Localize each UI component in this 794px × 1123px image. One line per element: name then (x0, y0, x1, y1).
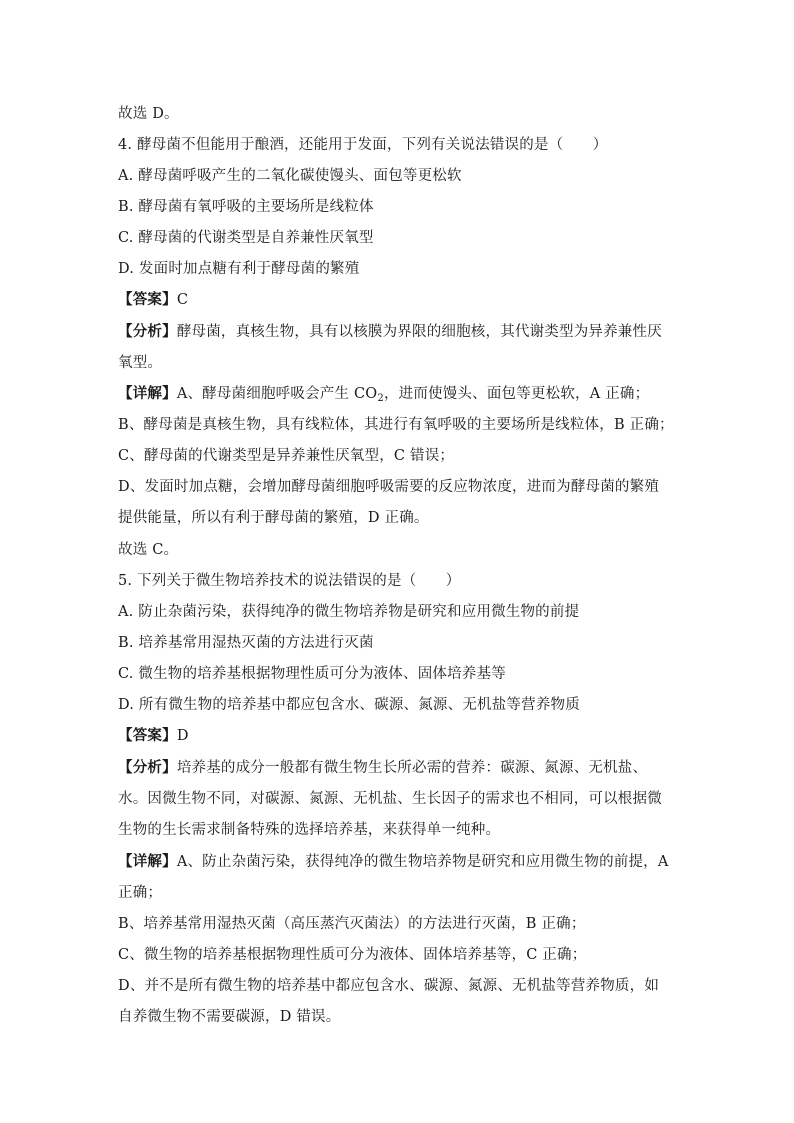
question-4-analysis (118, 316, 673, 379)
question-4-option-c: C. 酵母菌的代谢类型是自养兼性厌氧型 (118, 230, 374, 246)
analysis-text: 培养基的成分一般都有微生物生长所必需的营养：碳源、氮源、无机盐、水。因微生物不同，对碳源、氮源、无机盐、生长因子的需求也不相同，可以根据微生物的生长需求制备特殊的选择培养基，来获得单一纯种。 (118, 760, 662, 838)
detail-text-b: ，进而使馒头、面包等更松软，A 正确； (383, 386, 650, 402)
analysis-label: 【分析】 (118, 323, 177, 340)
conclusion-q4: 故选 C。 (118, 542, 179, 558)
question-4-option-a: A. 酵母菌呼吸产生的二氧化碳使馒头、面包等更松软 (118, 168, 462, 184)
question-5-option-b: B. 培养基常用湿热灭菌的方法进行灭菌 (118, 635, 374, 651)
detail-label: 【详解】 (118, 853, 177, 870)
question-5-analysis (118, 752, 673, 846)
question-4-answer (118, 290, 678, 310)
question-5-detail-a (118, 846, 673, 909)
analysis-text: 酵母菌，真核生物，具有以核膜为界限的细胞核，其代谢类型为异养兼性厌氧型。 (118, 324, 662, 371)
conclusion-q3: 故选 D。 (118, 106, 179, 122)
question-4-detail-c: C、酵母菌的代谢类型是异养兼性厌氧型，C 错误； (118, 448, 455, 464)
question-5-detail-c: C、微生物的培养基根据物理性质可分为液体、固体培养基等，C 正确； (118, 947, 587, 963)
question-5-detail-d: D、并不是所有微生物的培养基中都应包含水、碳源、氮源、无机盐等营养物质，如自养微生物不需要碳源，D 错误。 (118, 978, 660, 1025)
answer-label: 【答案】 (118, 291, 177, 308)
detail-text: A、防止杂菌污染，获得纯净的微生物培养物是研究和应用微生物的前提，A 正确； (118, 854, 669, 901)
question-4-detail-a (118, 384, 678, 409)
detail-label: 【详解】 (118, 385, 177, 402)
answer-value: D (176, 728, 189, 744)
question-5-option-c: C. 微生物的培养基根据物理性质可分为液体、固体培养基等 (118, 666, 506, 682)
question-4-option-d: D. 发面时加点糖有利于酵母菌的繁殖 (118, 261, 360, 277)
question-4-detail-d: D、发面时加点糖，会增加酵母菌细胞呼吸需要的反应物浓度，进而为酵母菌的繁殖提供能量，所以有利于酵母菌的繁殖，D 正确。 (118, 479, 660, 526)
answer-label: 【答案】 (118, 727, 177, 744)
question-5-detail-b: B、培养基常用湿热灭菌（高压蒸汽灭菌法）的方法进行灭菌，B 正确； (118, 916, 586, 932)
detail-text-a: A、酵母菌细胞呼吸会产生 CO (176, 386, 378, 402)
question-5-option-a: A. 防止杂菌污染，获得纯净的微生物培养物是研究和应用微生物的前提 (118, 604, 580, 620)
question-4-option-b: B. 酵母菌有氧呼吸的主要场所是线粒体 (118, 199, 374, 215)
question-5-option-d: D. 所有微生物的培养基中都应包含水、碳源、氮源、无机盐等营养物质 (118, 697, 580, 713)
question-4-stem: 4. 酵母菌不但能用于酿酒，还能用于发面，下列有关说法错误的是（ ） (118, 137, 608, 153)
question-5-answer (118, 726, 678, 746)
co2-subscript: 2 (377, 393, 384, 404)
analysis-label: 【分析】 (118, 759, 177, 776)
question-4-detail-b: B、酵母菌是真核生物，具有线粒体，其进行有氧呼吸的主要场所是线粒体，B 正确； (118, 417, 674, 433)
question-5-stem: 5. 下列关于微生物培养技术的说法错误的是（ ） (118, 573, 461, 589)
answer-value: C (176, 292, 189, 308)
